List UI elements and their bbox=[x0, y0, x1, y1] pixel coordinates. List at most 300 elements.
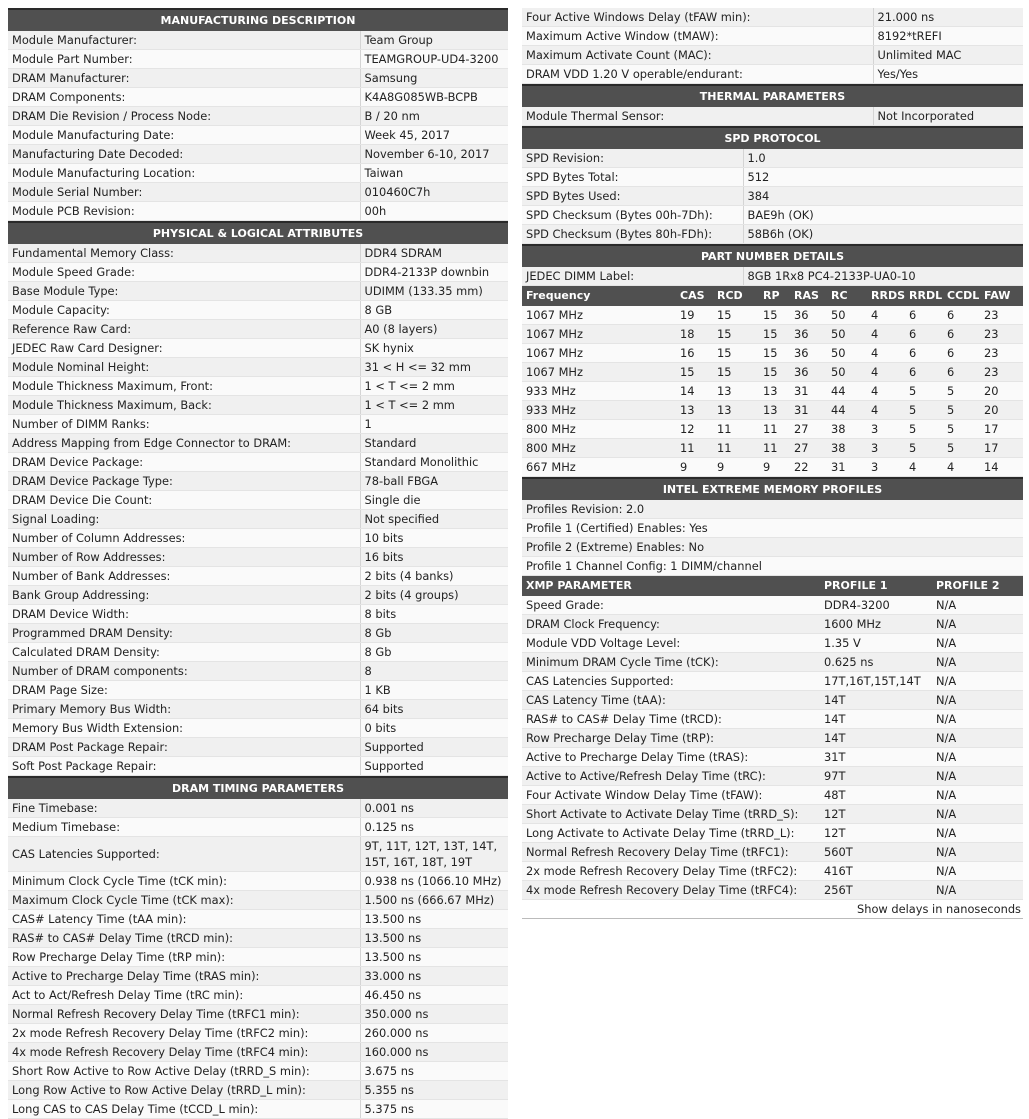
table-row bbox=[522, 439, 1023, 458]
row-value: N/A bbox=[932, 729, 1023, 748]
table-row bbox=[8, 453, 508, 472]
row-label: 4x mode Refresh Recovery Delay Time (tRFC4): bbox=[522, 881, 820, 900]
row-value: 1 < T <= 2 mm bbox=[360, 377, 508, 396]
row-label: JEDEC Raw Card Designer: bbox=[8, 339, 360, 358]
row-value: 97T bbox=[820, 767, 932, 786]
row-label: DRAM Post Package Repair: bbox=[8, 738, 360, 757]
table-row bbox=[8, 605, 508, 624]
row-label: DRAM Components: bbox=[8, 88, 360, 107]
table-row bbox=[8, 986, 508, 1005]
row-label: Short Row Active to Row Active Delay (tRRD_S min): bbox=[8, 1062, 360, 1081]
row-label: Soft Post Package Repair: bbox=[8, 757, 360, 776]
row-label: Module Capacity: bbox=[8, 301, 360, 320]
row-label: DRAM Die Revision / Process Node: bbox=[8, 107, 360, 126]
frequency-table bbox=[522, 286, 1023, 477]
row-label: Maximum Active Window (tMAW): bbox=[522, 27, 873, 46]
row-value: 15 bbox=[713, 306, 759, 325]
row-label: Manufacturing Date Decoded: bbox=[8, 145, 360, 164]
table-row bbox=[8, 396, 508, 415]
row-label: DRAM Manufacturer: bbox=[8, 69, 360, 88]
row-label: Long Activate to Activate Delay Time (tRRD_L): bbox=[522, 824, 820, 843]
row-value: 1600 MHz bbox=[820, 615, 932, 634]
table-row bbox=[8, 88, 508, 107]
row-value: 3 bbox=[867, 420, 905, 439]
row-value: 1 < T <= 2 mm bbox=[360, 396, 508, 415]
row-value: 14T bbox=[820, 710, 932, 729]
row-value: 36 bbox=[790, 344, 827, 363]
row-value: Week 45, 2017 bbox=[360, 126, 508, 145]
left-column bbox=[8, 8, 508, 1119]
table-row bbox=[522, 206, 1023, 225]
column-header: RC bbox=[827, 286, 867, 306]
row-value: 64 bits bbox=[360, 700, 508, 719]
row-value: 50 bbox=[827, 344, 867, 363]
row-value: 14 bbox=[980, 458, 1023, 477]
row-label: Fundamental Memory Class: bbox=[8, 244, 360, 263]
row-value: N/A bbox=[932, 786, 1023, 805]
row-label: Module Serial Number: bbox=[8, 183, 360, 202]
row-label: CAS Latency Time (tAA): bbox=[522, 691, 820, 710]
table-row bbox=[8, 738, 508, 757]
row-value: 512 bbox=[743, 168, 1023, 187]
row-value: 350.000 ns bbox=[360, 1005, 508, 1024]
row-label: 933 MHz bbox=[522, 382, 676, 401]
row-value: 6 bbox=[905, 363, 943, 382]
row-label: Signal Loading: bbox=[8, 510, 360, 529]
row-value: Single die bbox=[360, 491, 508, 510]
table-row bbox=[522, 634, 1023, 653]
table-row bbox=[8, 1062, 508, 1081]
row-value: 31 bbox=[790, 382, 827, 401]
row-value: 14T bbox=[820, 729, 932, 748]
row-value: 010460C7h bbox=[360, 183, 508, 202]
row-label: Module PCB Revision: bbox=[8, 202, 360, 221]
info-text: Profile 2 (Extreme) Enables: No bbox=[522, 538, 1023, 557]
row-value: 6 bbox=[943, 363, 980, 382]
row-value: 27 bbox=[790, 420, 827, 439]
table-row bbox=[522, 615, 1023, 634]
row-value: 20 bbox=[980, 401, 1023, 420]
table-row bbox=[522, 401, 1023, 420]
table-row bbox=[8, 586, 508, 605]
spd-table bbox=[522, 149, 1023, 244]
table-row bbox=[8, 377, 508, 396]
row-label: Minimum Clock Cycle Time (tCK min): bbox=[8, 872, 360, 891]
row-value: 0.125 ns bbox=[360, 818, 508, 837]
column-header: CCDL bbox=[943, 286, 980, 306]
row-value: 12T bbox=[820, 805, 932, 824]
table-row bbox=[522, 672, 1023, 691]
right-column bbox=[522, 8, 1023, 919]
row-value: N/A bbox=[932, 691, 1023, 710]
table-row bbox=[522, 344, 1023, 363]
row-label: Number of DRAM components: bbox=[8, 662, 360, 681]
row-label: Address Mapping from Edge Connector to DRAM: bbox=[8, 434, 360, 453]
row-label: Four Activate Window Delay Time (tFAW): bbox=[522, 786, 820, 805]
row-value: 0.938 ns (1066.10 MHz) bbox=[360, 872, 508, 891]
row-label: Long Row Active to Row Active Delay (tRRD_L min): bbox=[8, 1081, 360, 1100]
row-value: 15 bbox=[713, 344, 759, 363]
row-label: 1067 MHz bbox=[522, 325, 676, 344]
row-label: Bank Group Addressing: bbox=[8, 586, 360, 605]
row-value: 13.500 ns bbox=[360, 910, 508, 929]
row-value: 13.500 ns bbox=[360, 929, 508, 948]
table-row bbox=[8, 145, 508, 164]
row-label: Fine Timebase: bbox=[8, 799, 360, 818]
row-value: N/A bbox=[932, 767, 1023, 786]
table-row bbox=[522, 187, 1023, 206]
row-value: K4A8G085WB-BCPB bbox=[360, 88, 508, 107]
row-value: 6 bbox=[943, 344, 980, 363]
table-row bbox=[8, 1024, 508, 1043]
table-row bbox=[522, 458, 1023, 477]
row-label: SPD Bytes Total: bbox=[522, 168, 743, 187]
row-value: Team Group bbox=[360, 31, 508, 50]
row-value: 0.001 ns bbox=[360, 799, 508, 818]
row-label: DRAM Clock Frequency: bbox=[522, 615, 820, 634]
row-label: DRAM Device Package Type: bbox=[8, 472, 360, 491]
row-value: 6 bbox=[905, 306, 943, 325]
row-value: 6 bbox=[943, 325, 980, 344]
row-label: Module Nominal Height: bbox=[8, 358, 360, 377]
table-row bbox=[8, 263, 508, 282]
row-value: 8 Gb bbox=[360, 643, 508, 662]
row-value: 44 bbox=[827, 382, 867, 401]
row-value: 44 bbox=[827, 401, 867, 420]
row-value: 3 bbox=[867, 439, 905, 458]
table-row bbox=[8, 681, 508, 700]
show-delays-nanoseconds-link[interactable]: Show delays in nanoseconds bbox=[522, 900, 1023, 919]
row-value: 1.500 ns (666.67 MHz) bbox=[360, 891, 508, 910]
manufacturing-header: MANUFACTURING DESCRIPTION bbox=[8, 8, 508, 31]
row-value: 4 bbox=[867, 382, 905, 401]
row-label: Module Manufacturing Date: bbox=[8, 126, 360, 145]
row-value: 46.450 ns bbox=[360, 986, 508, 1005]
table-row bbox=[8, 1100, 508, 1119]
table-row bbox=[8, 929, 508, 948]
row-value: DDR4 SDRAM bbox=[360, 244, 508, 263]
table-row bbox=[8, 948, 508, 967]
table-row bbox=[8, 1005, 508, 1024]
table-row bbox=[8, 358, 508, 377]
row-value: 6 bbox=[905, 344, 943, 363]
xmp-info-table bbox=[522, 500, 1023, 576]
row-value: 17T,16T,15T,14T bbox=[820, 672, 932, 691]
table-row bbox=[8, 107, 508, 126]
row-label: 1067 MHz bbox=[522, 306, 676, 325]
row-label: SPD Checksum (Bytes 80h-FDh): bbox=[522, 225, 743, 244]
row-label: Act to Act/Refresh Delay Time (tRC min): bbox=[8, 986, 360, 1005]
row-value: 16 bits bbox=[360, 548, 508, 567]
row-value: DDR4-2133P downbin bbox=[360, 263, 508, 282]
row-value: 0.625 ns bbox=[820, 653, 932, 672]
row-value: 13 bbox=[713, 401, 759, 420]
physical-header: PHYSICAL & LOGICAL ATTRIBUTES bbox=[8, 221, 508, 244]
row-label: CAS Latencies Supported: bbox=[522, 672, 820, 691]
row-value: Not specified bbox=[360, 510, 508, 529]
row-value: 50 bbox=[827, 363, 867, 382]
table-row bbox=[8, 320, 508, 339]
row-value: 23 bbox=[980, 363, 1023, 382]
row-label: 667 MHz bbox=[522, 458, 676, 477]
table-row bbox=[522, 653, 1023, 672]
row-value: 21.000 ns bbox=[873, 8, 1023, 27]
row-label: Memory Bus Width Extension: bbox=[8, 719, 360, 738]
row-label: 1067 MHz bbox=[522, 363, 676, 382]
row-label: Number of Column Addresses: bbox=[8, 529, 360, 548]
table-row bbox=[8, 491, 508, 510]
row-value: B / 20 nm bbox=[360, 107, 508, 126]
row-label: Maximum Activate Count (MAC): bbox=[522, 46, 873, 65]
row-value: N/A bbox=[932, 634, 1023, 653]
table-row bbox=[522, 306, 1023, 325]
row-value: 1.0 bbox=[743, 149, 1023, 168]
part-number-header: PART NUMBER DETAILS bbox=[522, 244, 1023, 267]
table-row bbox=[522, 382, 1023, 401]
row-label: SPD Revision: bbox=[522, 149, 743, 168]
row-value: 23 bbox=[980, 325, 1023, 344]
row-label: Active to Active/Refresh Delay Time (tRC): bbox=[522, 767, 820, 786]
row-label: Base Module Type: bbox=[8, 282, 360, 301]
table-row bbox=[8, 202, 508, 221]
row-value: 260.000 ns bbox=[360, 1024, 508, 1043]
row-value: 38 bbox=[827, 439, 867, 458]
row-label: JEDEC DIMM Label: bbox=[522, 267, 743, 286]
table-row bbox=[8, 50, 508, 69]
row-value: 9 bbox=[676, 458, 713, 477]
row-value: 27 bbox=[790, 439, 827, 458]
row-label: SPD Checksum (Bytes 00h-7Dh): bbox=[522, 206, 743, 225]
row-value: A0 (8 layers) bbox=[360, 320, 508, 339]
row-label: DRAM Device Die Count: bbox=[8, 491, 360, 510]
table-row bbox=[522, 420, 1023, 439]
row-label: Normal Refresh Recovery Delay Time (tRFC1 min): bbox=[8, 1005, 360, 1024]
row-value: 12T bbox=[820, 824, 932, 843]
table-row bbox=[522, 538, 1023, 557]
table-row bbox=[522, 843, 1023, 862]
table-row bbox=[522, 325, 1023, 344]
row-label: DRAM VDD 1.20 V operable/endurant: bbox=[522, 65, 873, 84]
row-value: 50 bbox=[827, 325, 867, 344]
row-value: 8 Gb bbox=[360, 624, 508, 643]
row-value: 5 bbox=[905, 401, 943, 420]
row-value: 17 bbox=[980, 439, 1023, 458]
row-label: DRAM Page Size: bbox=[8, 681, 360, 700]
row-label: Normal Refresh Recovery Delay Time (tRFC1): bbox=[522, 843, 820, 862]
row-label: Calculated DRAM Density: bbox=[8, 643, 360, 662]
table-row bbox=[8, 510, 508, 529]
row-label: Four Active Windows Delay (tFAW min): bbox=[522, 8, 873, 27]
row-label: Module Speed Grade: bbox=[8, 263, 360, 282]
row-value: N/A bbox=[932, 862, 1023, 881]
row-value: 256T bbox=[820, 881, 932, 900]
row-label: DRAM Device Package: bbox=[8, 453, 360, 472]
row-label: Module Part Number: bbox=[8, 50, 360, 69]
row-value: Supported bbox=[360, 757, 508, 776]
row-label: SPD Bytes Used: bbox=[522, 187, 743, 206]
table-row bbox=[8, 126, 508, 145]
row-value: 5 bbox=[943, 382, 980, 401]
row-value: 31T bbox=[820, 748, 932, 767]
table-row bbox=[8, 164, 508, 183]
row-value: 38 bbox=[827, 420, 867, 439]
row-label: Programmed DRAM Density: bbox=[8, 624, 360, 643]
row-value: 13 bbox=[759, 401, 790, 420]
table-row bbox=[8, 837, 508, 872]
row-value: 15 bbox=[759, 344, 790, 363]
table-row bbox=[522, 363, 1023, 382]
row-value: UDIMM (133.35 mm) bbox=[360, 282, 508, 301]
row-label: Module Manufacturing Location: bbox=[8, 164, 360, 183]
table-row bbox=[8, 183, 508, 202]
column-header: CAS bbox=[676, 286, 713, 306]
row-label: 2x mode Refresh Recovery Delay Time (tRFC2): bbox=[522, 862, 820, 881]
table-row bbox=[522, 65, 1023, 84]
row-value: 1 KB bbox=[360, 681, 508, 700]
info-text: Profile 1 (Certified) Enables: Yes bbox=[522, 519, 1023, 538]
row-label: Long CAS to CAS Delay Time (tCCD_L min): bbox=[8, 1100, 360, 1119]
row-label: Module Thickness Maximum, Front: bbox=[8, 377, 360, 396]
row-value: 58B6h (OK) bbox=[743, 225, 1023, 244]
row-label: Module Manufacturer: bbox=[8, 31, 360, 50]
row-value: 3.675 ns bbox=[360, 1062, 508, 1081]
row-value: 11 bbox=[713, 420, 759, 439]
row-value: 13.500 ns bbox=[360, 948, 508, 967]
row-value: 11 bbox=[713, 439, 759, 458]
table-row bbox=[8, 69, 508, 88]
row-value: Not Incorporated bbox=[873, 107, 1023, 126]
row-value: 14T bbox=[820, 691, 932, 710]
row-value: 15 bbox=[713, 363, 759, 382]
table-row bbox=[8, 548, 508, 567]
row-value: 5 bbox=[943, 401, 980, 420]
column-header: Frequency bbox=[522, 286, 676, 306]
row-value: 9T, 11T, 12T, 13T, 14T, 15T, 16T, 18T, 19T bbox=[360, 837, 508, 872]
table-row bbox=[522, 225, 1023, 244]
info-text: Profile 1 Channel Config: 1 DIMM/channel bbox=[522, 557, 1023, 576]
table-row bbox=[522, 8, 1023, 27]
row-value: DDR4-3200 bbox=[820, 596, 932, 615]
table-row bbox=[522, 149, 1023, 168]
column-header: RCD bbox=[713, 286, 759, 306]
row-value: 1.35 V bbox=[820, 634, 932, 653]
row-label: 4x mode Refresh Recovery Delay Time (tRFC4 min): bbox=[8, 1043, 360, 1062]
row-value: 10 bits bbox=[360, 529, 508, 548]
row-value: 15 bbox=[676, 363, 713, 382]
row-value: 15 bbox=[759, 325, 790, 344]
table-row bbox=[8, 434, 508, 453]
row-value: SK hynix bbox=[360, 339, 508, 358]
column-header: FAW bbox=[980, 286, 1023, 306]
row-label: CAS Latencies Supported: bbox=[8, 837, 360, 872]
row-label: Maximum Clock Cycle Time (tCK max): bbox=[8, 891, 360, 910]
table-row bbox=[522, 27, 1023, 46]
table-row bbox=[522, 168, 1023, 187]
row-label: 800 MHz bbox=[522, 420, 676, 439]
row-value: 13 bbox=[759, 382, 790, 401]
row-value: 384 bbox=[743, 187, 1023, 206]
manufacturing-table bbox=[8, 31, 508, 221]
row-value: 5 bbox=[943, 439, 980, 458]
row-value: Samsung bbox=[360, 69, 508, 88]
row-value: 23 bbox=[980, 344, 1023, 363]
table-row bbox=[522, 519, 1023, 538]
row-label: Module VDD Voltage Level: bbox=[522, 634, 820, 653]
row-value: 9 bbox=[713, 458, 759, 477]
row-value: 6 bbox=[905, 325, 943, 344]
table-row bbox=[8, 301, 508, 320]
row-value: Unlimited MAC bbox=[873, 46, 1023, 65]
row-value: 36 bbox=[790, 306, 827, 325]
info-text: Profiles Revision: 2.0 bbox=[522, 500, 1023, 519]
row-value: N/A bbox=[932, 596, 1023, 615]
row-value: 9 bbox=[759, 458, 790, 477]
column-header: RAS bbox=[790, 286, 827, 306]
row-value: 19 bbox=[676, 306, 713, 325]
table-row bbox=[8, 799, 508, 818]
table-row bbox=[8, 872, 508, 891]
row-label: Short Activate to Activate Delay Time (tRRD_S): bbox=[522, 805, 820, 824]
row-label: Speed Grade: bbox=[522, 596, 820, 615]
row-value: 31 bbox=[790, 401, 827, 420]
row-value: 31 < H <= 32 mm bbox=[360, 358, 508, 377]
timing-header: DRAM TIMING PARAMETERS bbox=[8, 776, 508, 799]
row-value: 11 bbox=[759, 420, 790, 439]
column-header: XMP PARAMETER bbox=[522, 576, 820, 596]
table-row bbox=[522, 729, 1023, 748]
table-row bbox=[8, 415, 508, 434]
row-value: 1 bbox=[360, 415, 508, 434]
row-value: 20 bbox=[980, 382, 1023, 401]
part-number-table bbox=[522, 267, 1023, 286]
row-value: Standard bbox=[360, 434, 508, 453]
row-label: CAS# Latency Time (tAA min): bbox=[8, 910, 360, 929]
timing-table bbox=[8, 799, 508, 1119]
table-row bbox=[522, 805, 1023, 824]
row-label: 2x mode Refresh Recovery Delay Time (tRFC2 min): bbox=[8, 1024, 360, 1043]
row-value: 18 bbox=[676, 325, 713, 344]
table-row bbox=[8, 967, 508, 986]
table-row bbox=[8, 624, 508, 643]
table-row bbox=[522, 862, 1023, 881]
row-value: 14 bbox=[676, 382, 713, 401]
row-value: BAE9h (OK) bbox=[743, 206, 1023, 225]
row-label: RAS# to CAS# Delay Time (tRCD min): bbox=[8, 929, 360, 948]
timing-continued-table bbox=[522, 8, 1023, 84]
xmp-header: INTEL EXTREME MEMORY PROFILES bbox=[522, 477, 1023, 500]
row-value: 5.355 ns bbox=[360, 1081, 508, 1100]
row-value: 11 bbox=[676, 439, 713, 458]
row-label: 1067 MHz bbox=[522, 344, 676, 363]
row-value: 2 bits (4 groups) bbox=[360, 586, 508, 605]
row-value: 6 bbox=[943, 306, 980, 325]
table-row bbox=[8, 700, 508, 719]
table-row bbox=[522, 748, 1023, 767]
row-value: 160.000 ns bbox=[360, 1043, 508, 1062]
table-row bbox=[8, 1081, 508, 1100]
table-row bbox=[522, 267, 1023, 286]
row-label: 800 MHz bbox=[522, 439, 676, 458]
row-value: 4 bbox=[867, 401, 905, 420]
row-value: Supported bbox=[360, 738, 508, 757]
column-header: PROFILE 2 bbox=[932, 576, 1023, 596]
row-label: Number of Bank Addresses: bbox=[8, 567, 360, 586]
row-value: 36 bbox=[790, 325, 827, 344]
row-value: 416T bbox=[820, 862, 932, 881]
row-value: 5 bbox=[905, 420, 943, 439]
row-value: N/A bbox=[932, 615, 1023, 634]
table-row bbox=[8, 910, 508, 929]
